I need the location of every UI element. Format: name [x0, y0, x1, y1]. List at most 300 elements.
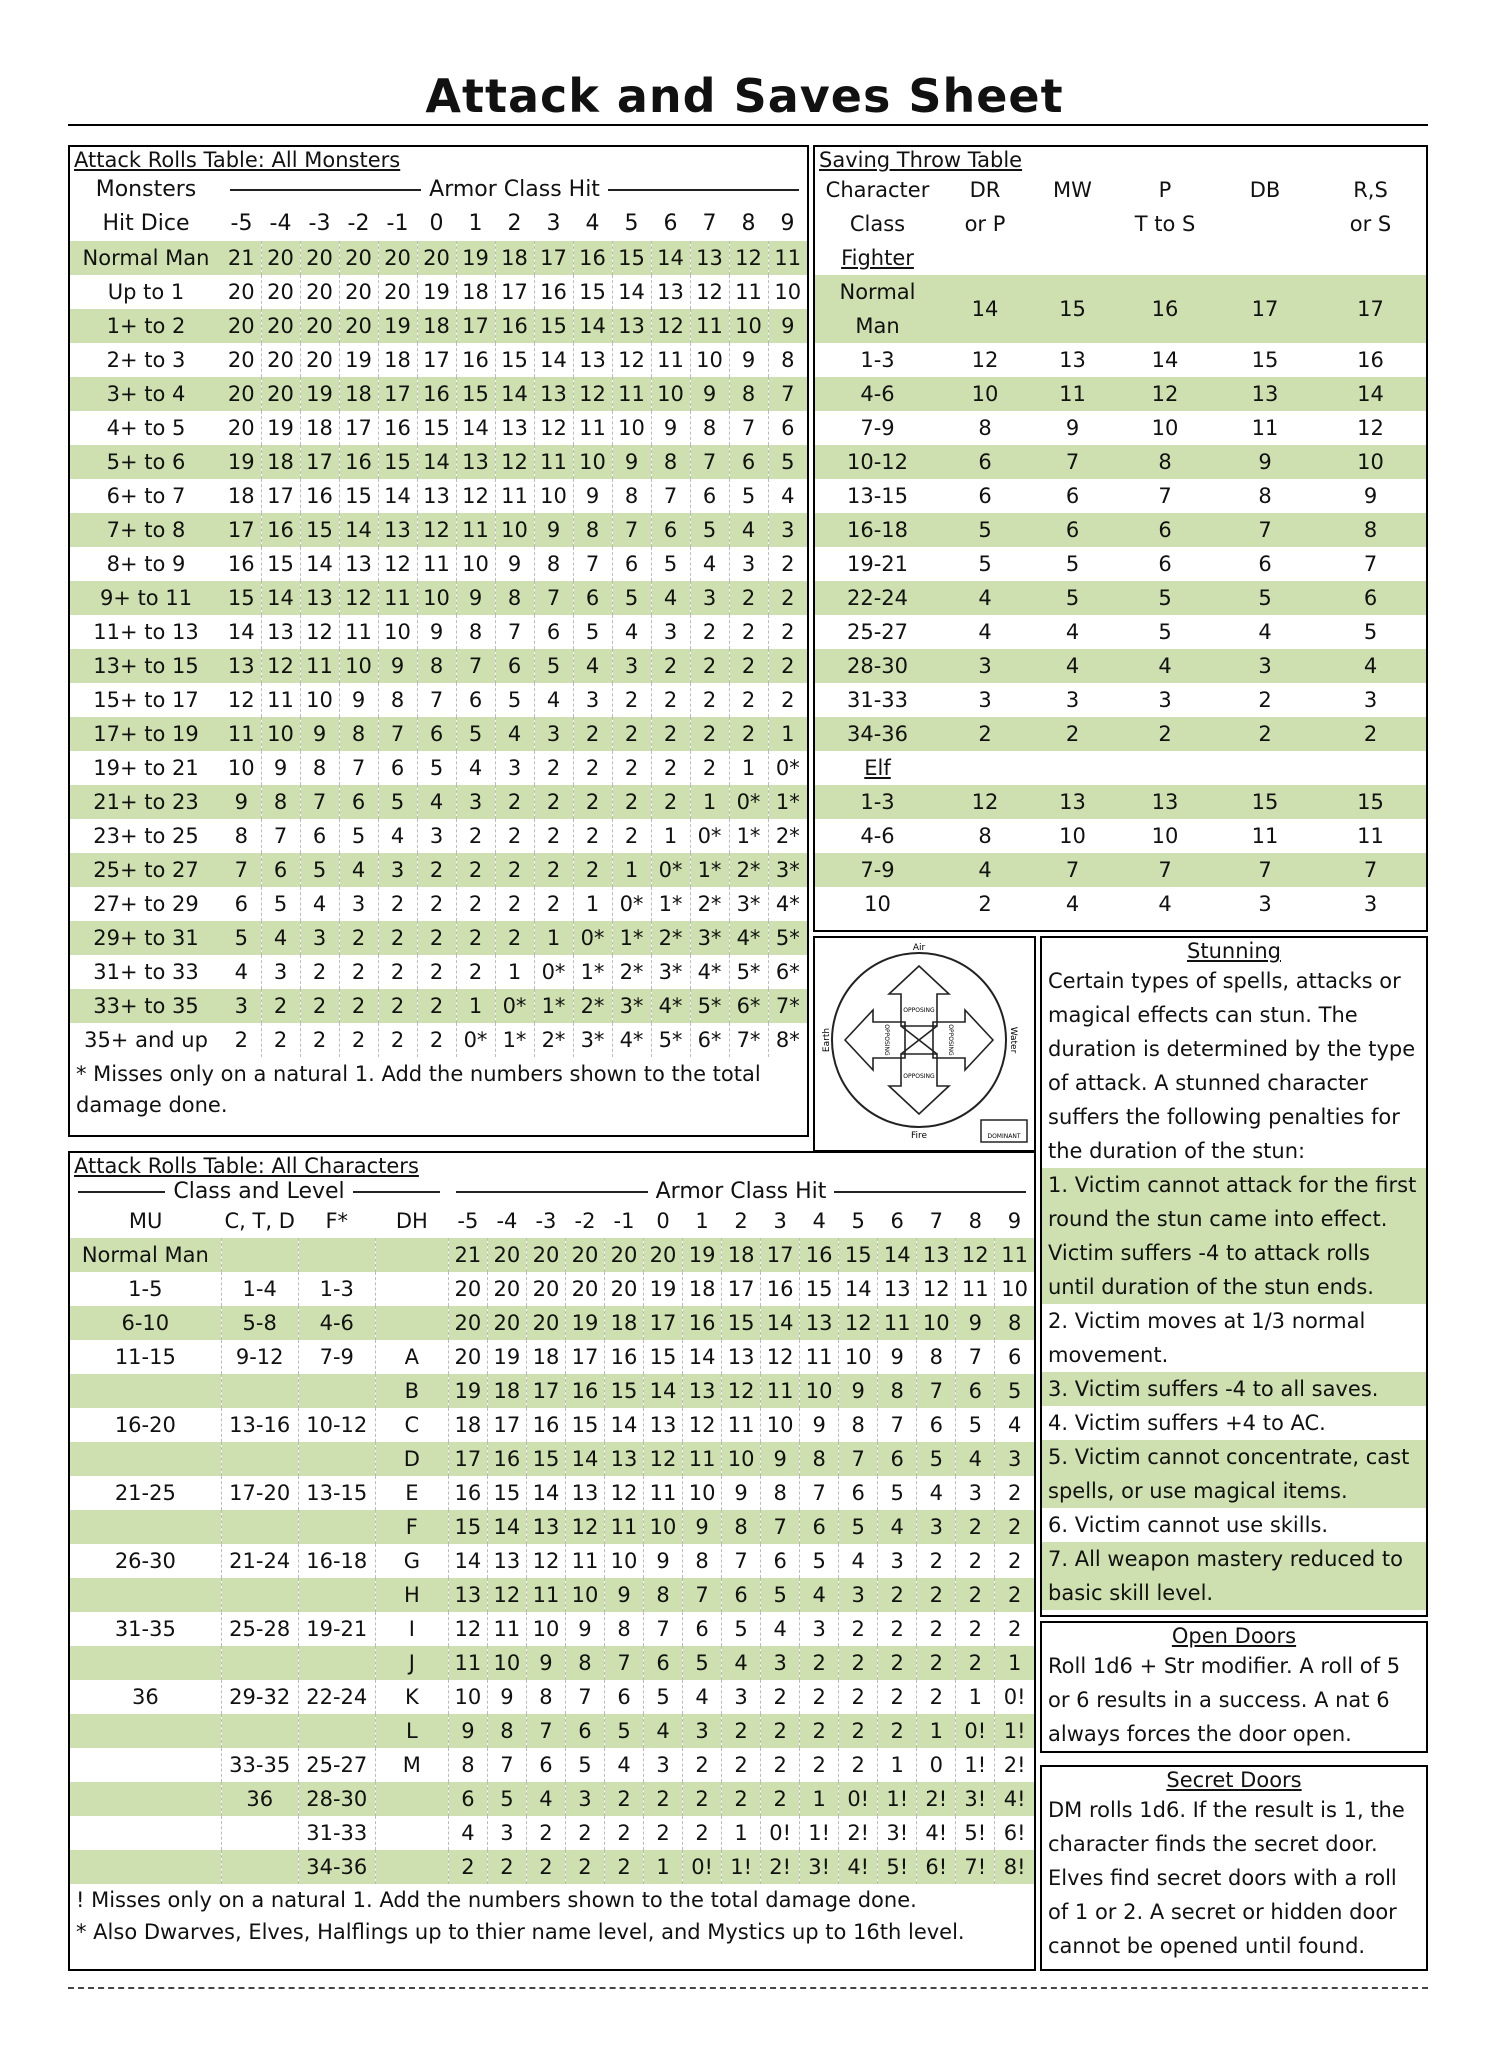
class-level-cell: G	[375, 1544, 448, 1578]
monster-row	[70, 615, 807, 649]
attack-value-cell: 4	[605, 1748, 644, 1782]
attack-value-cell: 16	[300, 479, 339, 513]
save-value-cell: 10	[1059, 824, 1086, 848]
attack-value-cell: 20	[378, 241, 417, 275]
attack-value-cell: 8	[878, 1374, 917, 1408]
save-value-cell: 8	[978, 416, 992, 440]
attack-value-cell: 2	[768, 547, 807, 581]
save-value-cell: 9	[1065, 416, 1080, 440]
hit-dice-cell: 9+ to 11	[70, 581, 222, 615]
attack-value-cell: 14	[565, 1442, 604, 1476]
attack-value-cell: 7	[300, 785, 339, 819]
attack-value-cell: 5	[761, 1578, 800, 1612]
monster-row	[70, 717, 807, 751]
class-level-cell	[298, 1374, 375, 1408]
attack-value-cell: 1*	[768, 785, 807, 819]
save-value-cell: 8	[1258, 484, 1272, 508]
attack-value-cell: 1	[612, 853, 651, 887]
class-level-cell	[221, 1442, 298, 1476]
attack-value-cell: 1	[573, 887, 612, 921]
hit-dice-cell: 21+ to 23	[70, 785, 222, 819]
class-level-cell: 7-9	[298, 1340, 375, 1374]
attack-value-cell: 17	[565, 1340, 604, 1374]
attack-value-cell: 6	[495, 649, 534, 683]
save-value-cell: 6	[940, 445, 1030, 479]
attack-value-cell: 2!	[995, 1748, 1034, 1782]
attack-value-cell: 20	[605, 1272, 644, 1306]
monster-row	[70, 309, 807, 343]
attack-value-cell: 11	[495, 479, 534, 513]
attack-value-cell: 2	[339, 989, 378, 1023]
attack-value-cell: 9	[651, 411, 690, 445]
attack-value-cell: 7	[800, 1476, 839, 1510]
ac-value: -4	[269, 211, 292, 236]
attack-value-cell: 0*	[690, 819, 729, 853]
attack-value-cell: 6	[644, 1646, 683, 1680]
attack-value-cell: 13	[565, 1476, 604, 1510]
attack-value-cell: 4!	[917, 1816, 956, 1850]
attack-value-cell: 0*	[534, 955, 573, 989]
attack-value-cell: 2	[761, 1748, 800, 1782]
attack-value-cell: 7	[222, 853, 261, 887]
stunning-intro-line: the duration of the stun:	[1048, 1139, 1306, 1163]
attack-value-cell: 14	[378, 479, 417, 513]
class-level-cell: 5-8	[221, 1306, 298, 1340]
attack-value-cell: 17	[222, 513, 261, 547]
attack-value-cell: 2	[651, 717, 690, 751]
attack-value-cell: 9	[448, 1714, 487, 1748]
attack-value-cell: 4	[534, 683, 573, 717]
save-value-cell: 10	[1151, 416, 1179, 440]
attack-value-cell: 2	[878, 1612, 917, 1646]
attack-value-cell: 20	[448, 1340, 487, 1374]
class-level-cell: 36	[221, 1782, 298, 1816]
attack-value-cell: 2	[605, 1850, 644, 1884]
monster-row	[70, 921, 807, 955]
save-value-cell: 17	[1215, 275, 1315, 343]
ac-value: -2	[347, 211, 370, 236]
attack-value-cell: 7	[722, 1544, 761, 1578]
attack-value-cell: 2	[690, 717, 729, 751]
attack-value-cell: 10	[495, 513, 534, 547]
attack-value-cell: 4*	[690, 955, 729, 989]
attack-value-cell: 20	[222, 309, 261, 343]
attack-value-cell: 2	[605, 1816, 644, 1850]
attack-value-cell: 16	[417, 377, 456, 411]
class-level-cell: 26-30	[114, 1549, 176, 1573]
attack-value-cell: 17	[378, 377, 417, 411]
character-row	[70, 1748, 1034, 1782]
ac-value: -4	[496, 1209, 518, 1233]
attack-value-cell: 2	[729, 717, 768, 751]
attack-value-cell: 7	[378, 717, 417, 751]
attack-value-cell: 11	[565, 1544, 604, 1578]
attack-value-cell: 9	[565, 1612, 604, 1646]
attack-value-cell: 8	[234, 824, 248, 848]
attack-value-cell: 19	[565, 1306, 604, 1340]
attack-value-cell: 8	[261, 785, 300, 819]
attack-value-cell: 5	[729, 479, 768, 513]
attack-value-cell: 5	[839, 1510, 878, 1544]
attack-value-cell: 9	[222, 785, 261, 819]
attack-value-cell: 2	[729, 683, 768, 717]
attack-value-cell: 6	[339, 785, 378, 819]
attack-value-cell: 1*	[690, 853, 729, 887]
attack-value-cell: 13	[573, 343, 612, 377]
class-level-label: Class and Level	[173, 1179, 345, 1204]
ac-value: 2	[507, 211, 522, 236]
attack-value-cell: 12	[339, 581, 378, 615]
monsters-ac-header-row	[70, 207, 807, 241]
save-value-cell: 11	[1030, 377, 1115, 411]
attack-value-cell: 19	[222, 445, 261, 479]
attack-value-cell: 2	[878, 1680, 917, 1714]
attack-value-cell: 13	[878, 1272, 917, 1306]
attack-value-cell: 9	[456, 581, 495, 615]
attack-value-cell: 15	[378, 445, 417, 479]
attack-value-cell: 2	[683, 1782, 722, 1816]
attack-value-cell: 10	[917, 1306, 956, 1340]
attack-value-cell: 17	[261, 479, 300, 513]
attack-value-cell: 2	[573, 717, 612, 751]
attack-value-cell: 4	[300, 887, 339, 921]
attack-value-cell: 18	[300, 411, 339, 445]
save-value-cell: 5	[1030, 581, 1115, 615]
attack-value-cell: 11	[378, 581, 417, 615]
attack-value-cell: 2	[839, 1748, 878, 1782]
save-value-cell: 4	[1258, 620, 1272, 644]
bottom-divider	[68, 1987, 1428, 1989]
attack-value-cell: 20	[227, 280, 255, 304]
monster-row	[70, 513, 807, 547]
attack-value-cell: 3	[722, 1680, 761, 1714]
characters-footnote: * Also Dwarves, Elves, Halflings up to thier name level, and Mystics up to 16th level.	[76, 1920, 965, 1944]
attack-value-cell: 17	[417, 343, 456, 377]
fighter-label: Fighter	[841, 246, 914, 270]
open-doors-line: always forces the door open.	[1048, 1722, 1352, 1746]
attack-value-cell: 1	[495, 955, 534, 989]
attack-value-cell: 2	[534, 853, 573, 887]
stunning-penalty-line: spells, or use magical items.	[1042, 1474, 1426, 1508]
attack-value-cell: 12	[227, 688, 255, 712]
secret-doors-title: Secret Doors	[1166, 1768, 1302, 1792]
class-level-cell: 21-24	[221, 1544, 298, 1578]
attack-value-cell: 2	[456, 853, 495, 887]
attack-value-cell: 2	[651, 649, 690, 683]
attack-value-cell: 10	[683, 1476, 722, 1510]
attack-value-cell: 2	[573, 853, 612, 887]
attack-value-cell: 16	[378, 411, 417, 445]
attack-value-cell: 18	[339, 377, 378, 411]
attack-value-cell: 3	[300, 921, 339, 955]
ac-value: -5	[457, 1209, 479, 1233]
attack-value-cell: 16	[534, 275, 573, 309]
ac-value: 0	[429, 211, 444, 236]
monsters-col-label: Monsters	[95, 177, 197, 202]
save-value-cell: 3	[1363, 688, 1378, 712]
save-value-cell: 2	[978, 892, 992, 916]
attack-value-cell: 5	[612, 581, 651, 615]
attack-value-cell: 5*	[729, 955, 768, 989]
stunning-intro-line: duration is determined by the type	[1048, 1037, 1416, 1061]
attack-value-cell: 9	[526, 1646, 565, 1680]
attack-value-cell: 8	[722, 1510, 761, 1544]
attack-value-cell: 11	[605, 1510, 644, 1544]
attack-value-cell: 3!	[800, 1850, 839, 1884]
open-doors-box	[1040, 1621, 1428, 1753]
class-level-cell	[70, 1782, 221, 1816]
attack-value-cell: 10	[573, 445, 612, 479]
attack-value-cell: 7*	[729, 1023, 768, 1057]
attack-value-cell: 15	[495, 343, 534, 377]
attack-value-cell: 5	[534, 649, 573, 683]
attack-value-cell: 9	[605, 1578, 644, 1612]
hit-dice-cell: Up to 1	[107, 280, 185, 304]
stunning-penalty-line: movement.	[1048, 1343, 1169, 1367]
attack-value-cell: 17	[526, 1374, 565, 1408]
attack-value-cell: 12	[651, 309, 690, 343]
attack-value-cell: 20	[261, 377, 300, 411]
attack-value-cell: 7	[417, 683, 456, 717]
monster-row	[70, 377, 807, 411]
attack-value-cell: 8!	[995, 1850, 1034, 1884]
attack-value-cell: 19	[261, 411, 300, 445]
attack-value-cell: 3*	[612, 989, 651, 1023]
attack-value-cell: 2	[995, 1578, 1034, 1612]
attack-value-cell: 2	[995, 1612, 1034, 1646]
attack-value-cell: 16	[456, 343, 495, 377]
ac-value: 1	[468, 211, 483, 236]
monster-row	[70, 547, 807, 581]
attack-value-cell: 14	[683, 1340, 722, 1374]
attack-value-cell: 1*	[495, 1023, 534, 1057]
attack-value-cell: 20	[487, 1272, 526, 1306]
attack-value-cell: 2	[956, 1510, 995, 1544]
attack-value-cell: 2	[768, 649, 807, 683]
class-level-cell	[375, 1816, 448, 1850]
attack-value-cell: 15	[448, 1510, 487, 1544]
attack-value-cell: 7	[651, 479, 690, 513]
class-level-cell: 33-35	[221, 1748, 298, 1782]
attack-value-cell: 5*	[651, 1023, 690, 1057]
monster-row	[70, 955, 807, 989]
saves-header-cell: T to S	[1134, 212, 1196, 236]
attack-value-cell: 2*	[534, 1023, 573, 1057]
attack-value-cell: 3	[956, 1476, 995, 1510]
save-class-cell: 31-33	[846, 688, 909, 712]
attack-value-cell: 19	[487, 1340, 526, 1374]
attack-value-cell: 12	[526, 1544, 565, 1578]
attack-value-cell: 12	[534, 411, 573, 445]
attack-value-cell: 18	[456, 275, 495, 309]
attack-value-cell: 2	[917, 1578, 956, 1612]
attack-value-cell: 2*	[573, 989, 612, 1023]
class-level-cell: D	[375, 1442, 448, 1476]
attack-value-cell: 19	[417, 275, 456, 309]
ac-value: 8	[741, 211, 756, 236]
character-row	[70, 1612, 1034, 1646]
attack-value-cell: 6	[761, 1544, 800, 1578]
attack-value-cell: 13	[800, 1306, 839, 1340]
hit-dice-cell: 15+ to 17	[93, 688, 199, 712]
diagram-earth-label: Earth	[822, 1027, 832, 1053]
attack-value-cell: 2	[956, 1544, 995, 1578]
saves-header-cell	[1030, 207, 1115, 241]
attack-value-cell: 0*	[729, 785, 768, 819]
attack-value-cell: 6	[234, 892, 248, 916]
attack-value-cell: 20	[565, 1272, 604, 1306]
save-class-cell: 10	[864, 892, 891, 916]
attack-value-cell: 0!	[683, 1850, 722, 1884]
attack-value-cell: 10	[612, 411, 651, 445]
attack-value-cell: 6	[612, 547, 651, 581]
attack-value-cell: 16	[605, 1340, 644, 1374]
attack-value-cell: 6	[378, 751, 417, 785]
ac-value: 9	[1007, 1209, 1022, 1233]
attack-value-cell: 12	[456, 479, 495, 513]
save-value-cell: 3	[1065, 688, 1080, 712]
attack-value-cell: 2	[800, 1714, 839, 1748]
attack-value-cell: 1	[722, 1816, 761, 1850]
attack-value-cell: 20	[261, 343, 300, 377]
stunning-penalty-line: 5. Victim cannot concentrate, cast	[1042, 1440, 1426, 1474]
save-value-cell: 13	[1059, 348, 1086, 372]
attack-value-cell: 2	[956, 1646, 995, 1680]
attack-value-cell: 2	[573, 819, 612, 853]
attack-value-cell: 7	[917, 1374, 956, 1408]
attack-value-cell: 18	[683, 1272, 722, 1306]
attack-value-cell: 2	[722, 1714, 761, 1748]
save-value-cell: 5	[1215, 581, 1315, 615]
hit-dice-cell: 29+ to 31	[70, 921, 222, 955]
attack-value-cell: 11	[651, 343, 690, 377]
characters-ac-label: Armor Class Hit	[655, 1179, 827, 1204]
attack-value-cell: 12	[495, 445, 534, 479]
attack-value-cell: 1!	[722, 1850, 761, 1884]
class-level-cell: 25-27	[298, 1748, 375, 1782]
attack-value-cell: 6*	[729, 989, 768, 1023]
attack-value-cell: 2!	[761, 1850, 800, 1884]
save-value-cell: 5	[978, 552, 992, 576]
attack-value-cell: 1*	[534, 989, 573, 1023]
attack-value-cell: 20	[261, 241, 300, 275]
save-value-cell: 8	[978, 824, 992, 848]
ac-value: 6	[890, 1209, 904, 1233]
save-value-cell: 5	[1115, 581, 1215, 615]
attack-value-cell: 3	[683, 1714, 722, 1748]
attack-value-cell: 0	[917, 1748, 956, 1782]
save-value-cell: 3	[1258, 892, 1272, 916]
attack-value-cell: 10	[605, 1544, 644, 1578]
save-value-cell: 15	[1251, 348, 1279, 372]
hit-dice-cell: 33+ to 35	[70, 989, 222, 1023]
attack-value-cell: 2	[300, 1023, 339, 1057]
attack-value-cell: 0*	[573, 921, 612, 955]
monster-row	[70, 241, 807, 275]
attack-value-cell: 2	[917, 1612, 956, 1646]
save-class-cell: 1-3	[860, 348, 895, 372]
class-level-cell	[298, 1578, 375, 1612]
attack-value-cell: 14	[651, 241, 690, 275]
attack-value-cell: 12	[644, 1442, 683, 1476]
save-class-cell: 1-3	[815, 785, 940, 819]
elf-save-row	[815, 819, 1426, 853]
class-level-cell: 25-28	[221, 1612, 298, 1646]
secret-doors-line: cannot be opened until found.	[1048, 1934, 1366, 1958]
elf-label: Elf	[864, 756, 891, 780]
monster-row	[70, 683, 807, 717]
attack-value-cell: 1*	[612, 921, 651, 955]
saves-header-cell: Character	[825, 178, 930, 202]
stunning-intro-line: magical effects can stun. The	[1048, 1003, 1358, 1027]
attack-value-cell: 7	[261, 819, 300, 853]
stunning-penalty-line: round the stun came into effect.	[1042, 1202, 1426, 1236]
attack-value-cell: 11	[222, 717, 261, 751]
attack-value-cell: 9	[339, 683, 378, 717]
stunning-penalty-line: 2. Victim moves at 1/3 normal	[1048, 1309, 1366, 1333]
attack-value-cell: 8	[768, 343, 807, 377]
attack-value-cell: 18	[605, 1306, 644, 1340]
class-level-cell	[298, 1238, 375, 1272]
hit-dice-cell: 25+ to 27	[70, 853, 222, 887]
attack-value-cell: 2	[690, 615, 729, 649]
attack-value-cell: 8	[729, 377, 768, 411]
class-level-cell: I	[375, 1612, 448, 1646]
attack-value-cell: 2	[768, 615, 807, 649]
attack-value-cell: 10	[729, 309, 768, 343]
attack-value-cell: 16	[800, 1238, 839, 1272]
class-level-cell: 1-3	[298, 1272, 375, 1306]
save-value-cell: 4	[1158, 892, 1172, 916]
diagram-water-label: Water	[1008, 1026, 1018, 1054]
hit-dice-cell: 1+ to 2	[70, 309, 222, 343]
attack-value-cell: 13	[644, 1408, 683, 1442]
attack-value-cell: 0*	[456, 1023, 495, 1057]
attack-value-cell: 13	[448, 1578, 487, 1612]
attack-value-cell: 1	[534, 921, 573, 955]
attack-value-cell: 20	[526, 1238, 565, 1272]
elf-save-row	[815, 785, 1426, 819]
attack-value-cell: 5	[378, 785, 417, 819]
monster-row	[70, 887, 807, 921]
ac-value: 7	[702, 211, 717, 236]
saves-header-cell: P	[1158, 178, 1172, 202]
attack-value-cell: 12	[683, 1408, 722, 1442]
attack-value-cell: 1!	[800, 1816, 839, 1850]
character-row	[70, 1408, 1034, 1442]
hit-dice-cell: 23+ to 25	[93, 824, 199, 848]
attack-value-cell: 19	[300, 377, 339, 411]
attack-value-cell: 10	[487, 1646, 526, 1680]
attack-value-cell: 15	[722, 1306, 761, 1340]
attack-value-cell: 2	[651, 751, 690, 785]
character-row	[70, 1850, 1034, 1884]
attack-value-cell: 2	[878, 1714, 917, 1748]
class-level-cell	[298, 1442, 375, 1476]
attack-value-cell: 2*	[729, 853, 768, 887]
attack-value-cell: 20	[339, 309, 378, 343]
attack-value-cell: 6!	[917, 1850, 956, 1884]
attack-value-cell: 16	[227, 552, 255, 576]
attack-value-cell: 1*	[729, 819, 768, 853]
attack-value-cell: 5	[573, 615, 612, 649]
attack-value-cell: 7	[456, 649, 495, 683]
attack-value-cell: 18	[417, 309, 456, 343]
save-value-cell: 3	[978, 688, 992, 712]
attack-value-cell: 5	[222, 921, 261, 955]
attack-value-cell: 8	[995, 1306, 1034, 1340]
attack-value-cell: 12	[690, 275, 729, 309]
